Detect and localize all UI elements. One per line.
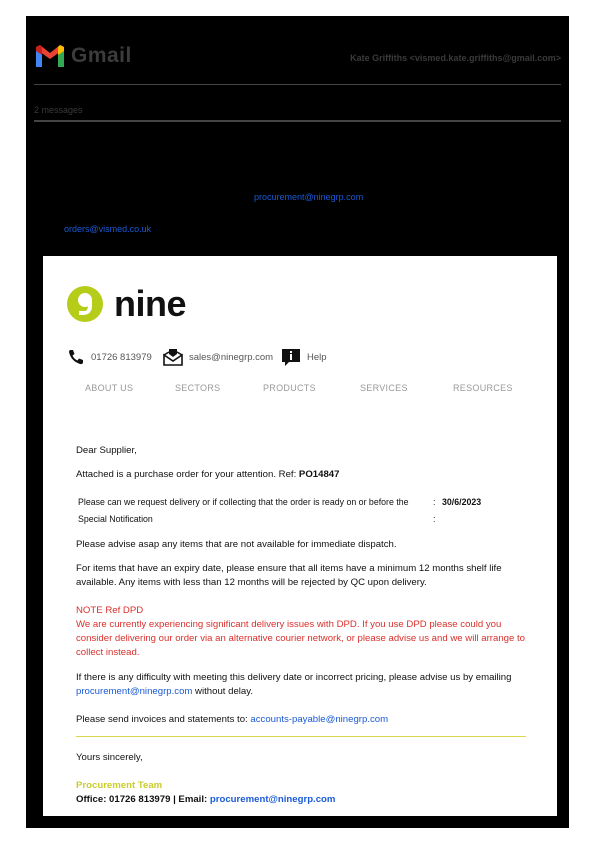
nine-logo-icon <box>65 284 105 324</box>
pdf-page <box>26 16 569 828</box>
gmail-icon <box>34 45 66 67</box>
signature-divider <box>76 736 526 737</box>
po-reference: PO14847 <box>298 469 340 480</box>
office-email-link[interactable]: procurement@ninegrp.com <box>209 794 336 805</box>
nav-services[interactable]: SERVICES <box>360 383 408 393</box>
intro-line <box>76 468 528 482</box>
difficulty-tail: without delay. <box>192 686 254 697</box>
message-count: 2 messages <box>34 105 83 115</box>
delivery-date: 30/6/2023 <box>442 497 482 507</box>
closing: Yours sincerely, <box>76 752 143 763</box>
nav-products[interactable]: PRODUCTS <box>263 383 316 393</box>
delivery-colon: : <box>433 497 436 507</box>
site-nav <box>63 383 543 395</box>
recipient-email-link[interactable]: procurement@ninegrp.com <box>254 192 364 202</box>
divider <box>34 84 561 85</box>
advise-paragraph: Please advise asap any items that are not available for immediate dispatch. <box>76 539 397 550</box>
team-name: Procurement Team <box>76 780 163 791</box>
help-icon <box>281 347 301 367</box>
brand-logo <box>65 284 205 328</box>
phone-icon <box>67 348 85 366</box>
delivery-row <box>78 495 528 509</box>
special-colon: : <box>433 514 436 524</box>
invoices-text: Please send invoices and statements to: <box>76 714 251 725</box>
divider <box>34 120 561 122</box>
help-label: Help <box>307 351 327 363</box>
help-link[interactable] <box>281 346 327 368</box>
note-body: We are currently experiencing significant delivery issues with DPD. If you use DPD please could you consider delivering our order via an alternative courier network, or please advise us and we will arrange to collect instead. <box>76 619 526 658</box>
office-label: Office: 01726 813979 | Email: <box>76 794 210 805</box>
office-line <box>76 793 528 807</box>
special-label: Special Notification <box>78 514 153 524</box>
procurement-email-link[interactable]: procurement@ninegrp.com <box>76 686 193 697</box>
gmail-wordmark: Gmail <box>71 44 132 67</box>
difficulty-paragraph <box>76 671 528 699</box>
expiry-paragraph: For items that have an expiry date, please ensure that all items have a minimum 12 months shelf life available. Any items with less than 12 months will be rejected by QC upon delivery. <box>76 563 502 588</box>
sender-email-link[interactable]: orders@vismed.co.uk <box>64 224 152 234</box>
brand-name: nine <box>114 283 187 324</box>
nav-sectors[interactable]: SECTORS <box>175 383 221 393</box>
email-body-card <box>43 256 557 816</box>
difficulty-text: If there is any difficulty with meeting this delivery date or incorrect pricing, please advise us by emailing <box>76 672 512 683</box>
invoices-paragraph <box>76 713 528 727</box>
nav-about-us[interactable]: ABOUT US <box>85 383 134 393</box>
greeting: Dear Supplier, <box>76 445 137 456</box>
contact-bar <box>67 346 547 368</box>
accounts-email-link[interactable]: accounts-payable@ninegrp.com <box>250 714 389 725</box>
sales-email: sales@ninegrp.com <box>189 351 274 363</box>
email-contact[interactable] <box>163 346 273 368</box>
delivery-label: Please can we request delivery or if collecting that the order is ready on or before the <box>78 497 409 507</box>
phone-number: 01726 813979 <box>91 351 152 363</box>
intro-text: Attached is a purchase order for your attention. Ref: <box>76 469 299 480</box>
note-title: NOTE Ref DPD <box>76 605 144 616</box>
nav-resources[interactable]: RESOURCES <box>453 383 513 393</box>
mail-icon <box>163 348 183 366</box>
special-row <box>78 512 528 526</box>
sender-address: Kate Griffiths <vismed.kate.griffiths@gmail.com> <box>350 53 561 63</box>
phone-contact[interactable] <box>67 346 152 368</box>
